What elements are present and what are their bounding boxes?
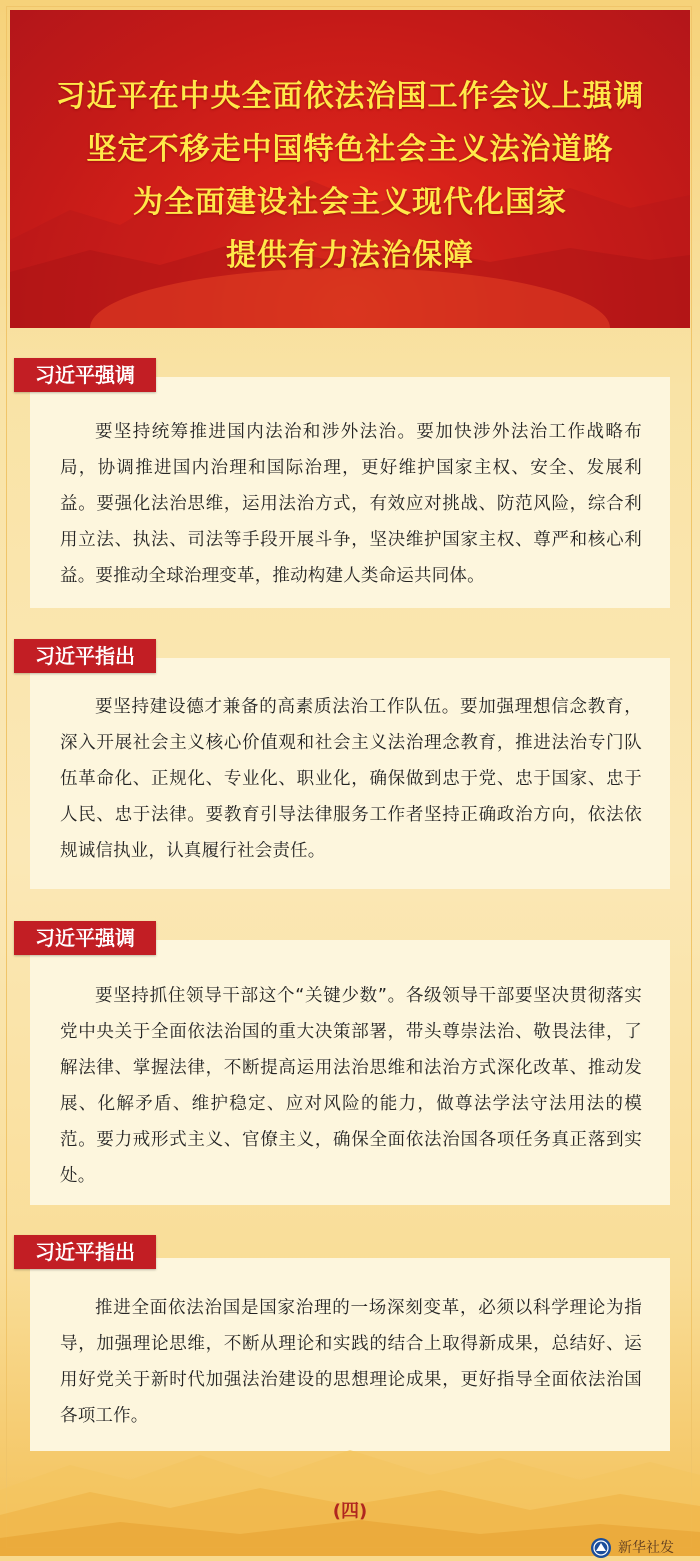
page-title — [10, 70, 690, 282]
section-4-tag: 习近平指出 — [14, 1235, 156, 1269]
section-3-tag: 习近平强调 — [14, 921, 156, 955]
section-3-text: 要坚持抓住领导干部这个“关键少数”。各级领导干部要坚决贯彻落实党中央关于全面依法治国的重大决策部署，带头尊崇法治、敬畏法律，了解法律、掌握法律，不断提高运用法治思维和法治方式深化改革、推动发展、化解矛盾、维护稳定、应对风险的能力，做尊法学法守法用法的模范。要力戒形式主义、官僚主义，确保全面依法治国各项任务真正落到实处。 — [60, 986, 642, 1186]
section-2-tag: 习近平指出 — [14, 639, 156, 673]
section-4-text: 推进全面依法治国是国家治理的一场深刻变革，必须以科学理论为指导，加强理论思维，不断从理论和实践的结合上取得新成果，总结好、运用好党关于新时代加强法治建设的思想理论成果，更好指导全面依法治国各项工作。 — [60, 1298, 642, 1426]
section-1-tag: 习近平强调 — [14, 358, 156, 392]
title-banner — [10, 10, 690, 328]
page-number: (四) — [332, 1501, 368, 1522]
source-label: 新华社发 — [618, 1540, 674, 1556]
title-line: 为全面建设社会主义现代化国家 — [133, 185, 567, 220]
title-line: 提供有力法治保障 — [226, 238, 474, 273]
section-2-card — [30, 658, 670, 889]
source-credit — [590, 1535, 674, 1561]
section-2-text: 要坚持建设德才兼备的高素质法治工作队伍。要加强理想信念教育，深入开展社会主义核心价值观和社会主义法治理念教育，推进法治专门队伍革命化、正规化、专业化、职业化，确保做到忠于党、忠于国家、忠于人民、忠于法律。要教育引导法律服务工作者坚持正确政治方向，依法依规诚信执业，认真履行社会责任。 — [60, 697, 642, 861]
section-1-card — [30, 377, 670, 608]
section-3-card — [30, 940, 670, 1205]
section-1-text: 要坚持统筹推进国内法治和涉外法治。要加快涉外法治工作战略布局，协调推进国内治理和国际治理，更好维护国家主权、安全、发展利益。要强化法治思维，运用法治方式，有效应对挑战、防范风险，综合利用立法、执法、司法等手段开展斗争，坚决维护国家主权、尊严和核心利益。要推动全球治理变革，推动构建人类命运共同体。 — [60, 422, 642, 586]
title-line: 坚定不移走中国特色社会主义法治道路 — [86, 132, 614, 167]
title-line: 习近平在中央全面依法治国工作会议上强调 — [55, 79, 645, 114]
section-4-card — [30, 1258, 670, 1451]
